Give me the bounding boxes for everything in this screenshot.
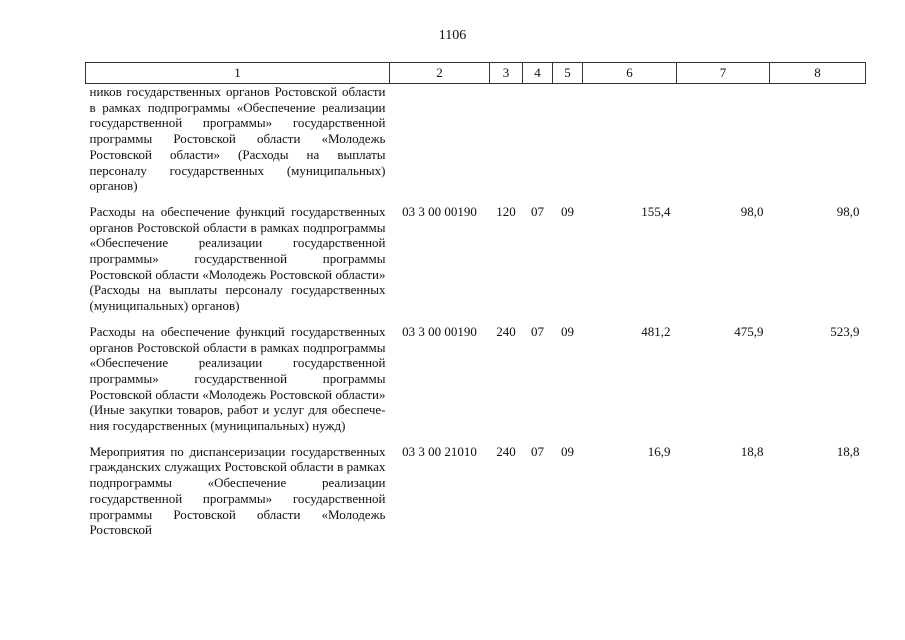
page-number: 1106 (438, 28, 467, 43)
row-rz: 07 (531, 203, 544, 219)
row-value-3 (770, 84, 866, 204)
row-description: Расходы на обеспечение функций государственных органов Ростовской области в рамках подпрограммы «Обеспечение реализации государственной программы» государственной программы Ростовской области «Молодежь Ростовской области» (Иные закупки товаров, работ и услуг для обеспечения государственных (муниципальных) нужд) (89, 323, 386, 434)
table-row (86, 204, 866, 324)
row-value-2 (677, 84, 770, 204)
col-header-5: 5 (553, 63, 583, 84)
row-pr: 09 (561, 323, 574, 339)
row-code: 03 3 00 21010 (402, 443, 477, 459)
row-description: Расходы на обеспечение функций государственных органов Ростовской области в рамках подпрограммы «Обеспечение реализации государственной программы» государственной программы Ростовской области «Молодежь Ростовской области» (Расходы на выплаты персоналу государственных (муниципальных) органов) (89, 203, 386, 314)
row-pr (553, 84, 583, 204)
col-header-3: 3 (490, 63, 523, 84)
row-value-1: 481,2 (641, 323, 671, 339)
row-value-1: 155,4 (641, 203, 671, 219)
row-description: Мероприятия по диспансеризации государственных гражданских служащих Ростовской области в рамках подпрограммы «Обеспечение реализации государственной программы» государственной программы Ростовской области «Молодежь Ростовской (89, 443, 386, 538)
col-header-1: 1 (86, 63, 390, 84)
header-row (86, 63, 866, 84)
col-header-4: 4 (523, 63, 553, 84)
budget-table (85, 62, 866, 548)
table-row (86, 444, 866, 548)
col-header-8: 8 (770, 63, 866, 84)
row-value-2: 98,0 (740, 203, 764, 219)
row-code (390, 84, 490, 204)
row-code: 03 3 00 00190 (402, 203, 477, 219)
row-value-1 (583, 84, 677, 204)
row-vr: 240 (496, 323, 516, 339)
row-pr: 09 (561, 443, 574, 459)
col-header-2: 2 (390, 63, 490, 84)
row-description: ников государственных органов Ростовской области в рамках подпрограммы «Обеспечение реализации государственной программы» государственной программы Ростовской области «Молодежь Ростовской области» (Расходы на выплаты персоналу государственных (муниципальных) органов) (89, 84, 386, 194)
row-rz: 07 (531, 443, 544, 459)
table-row (86, 84, 866, 204)
table-row (86, 324, 866, 444)
col-header-7: 7 (677, 63, 770, 84)
row-value-3: 18,8 (836, 443, 860, 459)
row-rz (523, 84, 553, 204)
row-value-2: 475,9 (734, 323, 764, 339)
row-vr: 240 (496, 443, 516, 459)
row-vr (490, 84, 523, 204)
row-value-1: 16,9 (647, 443, 671, 459)
row-rz: 07 (531, 323, 544, 339)
row-pr: 09 (561, 203, 574, 219)
row-value-3: 98,0 (836, 203, 860, 219)
row-code: 03 3 00 00190 (402, 323, 477, 339)
row-vr: 120 (496, 203, 516, 219)
row-value-2: 18,8 (740, 443, 764, 459)
row-value-3: 523,9 (830, 323, 860, 339)
col-header-6: 6 (583, 63, 677, 84)
